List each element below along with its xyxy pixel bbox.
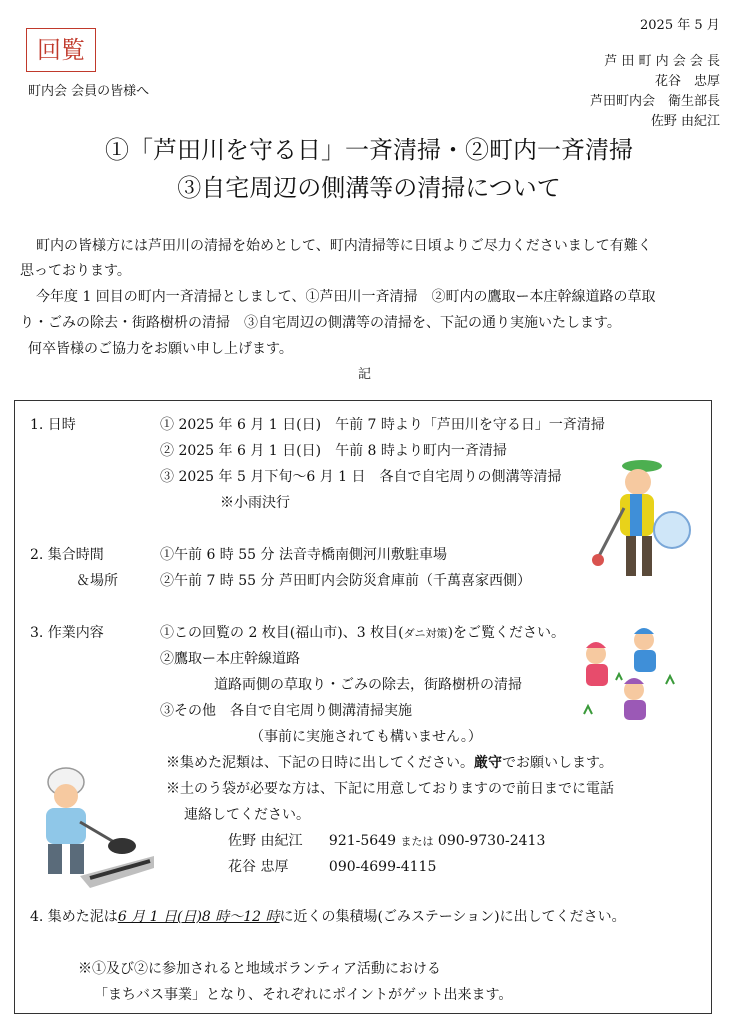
s4-time: 6 月 1 日(日)8 時～12 時 xyxy=(117,909,280,925)
s1-note: ※小雨決行 xyxy=(220,495,290,511)
footer-note-1: ※①及び②に参加されると地域ボランティア活動における xyxy=(78,961,441,977)
s3-line-6-emphasis: 厳守 xyxy=(474,755,502,771)
s3-line-1-a: ①この回覧の 2 枚目(福山市)、3 枚目( xyxy=(160,625,404,641)
s2-item-1: ①午前 6 時 55 分 法音寺橋南側河川敷駐車場 xyxy=(160,547,447,563)
ditch-cleaning-worker-icon xyxy=(30,766,154,888)
s3-line-6-c: でお願いします。 xyxy=(502,755,613,771)
body-line-3: 今年度 1 回目の町内一斉清掃としまして、①芦田川一斉清掃 ②町内の鷹取ー本庄幹線道路の草取 xyxy=(36,289,656,305)
sender-2: 花谷 忠厚 xyxy=(654,74,720,89)
contact-1-or: または xyxy=(400,835,434,848)
footer-note-2: 「まちバス事業」となり、それぞれにポイントがゲット出来ます。 xyxy=(94,987,513,1003)
issue-date: 2025 年 5 月 xyxy=(640,18,720,33)
body-line-2: 思っております。 xyxy=(20,263,131,279)
sender-3: 芦田町内会 衛生部長 xyxy=(589,94,720,109)
s1-item-3: ③ 2025 年 5 月下旬～6 月 1 日 各自で自宅周りの側溝等清掃 xyxy=(160,469,562,485)
contact-1-name: 佐野 由紀江 xyxy=(228,833,303,849)
title-line-1: ①「芦田川を守る日」一斉清掃・②町内一斉清掃 xyxy=(105,136,633,164)
contact-1 xyxy=(228,830,545,850)
s3-label: 3. 作業内容 xyxy=(30,625,104,641)
s3-line-1 xyxy=(160,622,565,642)
body-line-1: 町内の皆様方には芦田川の清掃を始めとして、町内清掃等に日頃よりご尽力くださいまして有難く xyxy=(36,238,652,254)
contact-1-tel: 921-5649 xyxy=(328,833,396,849)
s3-line-3: 道路両側の草取り・ごみの除去，街路樹枡の清掃 xyxy=(214,677,522,693)
s3-line-6-a: ※集めた泥類は、下記の日時に出してください。 xyxy=(166,755,474,771)
s3-line-7: ※土のう袋が必要な方は、下記に用意しておりますので前日までに電話 xyxy=(166,781,614,797)
s4-rest: に近くの集積場(ごみステーション)に出してください。 xyxy=(279,909,626,925)
s3-line-6 xyxy=(166,752,613,772)
s2-label-1: 2. 集合時間 xyxy=(30,547,104,563)
s3-line-1-b: )をご覧ください。 xyxy=(447,625,566,641)
s3-line-2: ②鷹取ー本庄幹線道路 xyxy=(160,651,300,667)
s1-item-2: ② 2025 年 6 月 1 日(日) 午前 8 時より町内一斉清掃 xyxy=(160,443,507,459)
body-line-4: り・ごみの除去・街路樹枡の清掃 ③自宅周辺の側溝等の清掃を、下記の通り実施いたします。 xyxy=(20,315,621,331)
contact-2-tel: 090-4699-4115 xyxy=(328,859,437,875)
s3-line-8: 連絡してください。 xyxy=(184,807,310,823)
cleanup-volunteer-icon xyxy=(588,458,696,586)
title-line-2: ③自宅周辺の側溝等の清掃について xyxy=(177,174,561,202)
weeding-children-icon xyxy=(576,624,688,724)
s2-item-2: ②午前 7 時 55 分 芦田町内会防災倉庫前（千萬喜家西側） xyxy=(160,573,531,589)
sender-1: 芦 田 町 内 会 会 長 xyxy=(604,54,720,69)
addressee: 町内会 会員の皆様へ xyxy=(28,84,150,99)
ki-mark: 記 xyxy=(358,367,372,382)
contact-2 xyxy=(228,856,436,876)
s2-label-2: ＆場所 xyxy=(76,573,118,589)
s1-item-1: ① 2025 年 6 月 1 日(日) 午前 7 時より「芦田川を守る日」一斉清掃 xyxy=(160,417,605,433)
contact-1-tel2: 090-9730-2413 xyxy=(437,833,546,849)
s1-label: 1. 日時 xyxy=(30,417,76,433)
contact-2-name: 花谷 忠厚 xyxy=(228,859,289,875)
body-line-5: 何卒皆様のご協力をお願い申し上げます。 xyxy=(28,341,293,357)
circular-stamp: 回覧 xyxy=(26,28,96,72)
s4-label: 4. 集めた泥は xyxy=(30,909,118,925)
s3-line-4: ③その他 各自で自宅周り側溝清掃実施 xyxy=(160,703,412,719)
s4-line xyxy=(30,906,626,926)
s3-line-5: （事前に実施されても構いません。） xyxy=(250,729,482,745)
s3-line-1-small: ダニ対策 xyxy=(403,627,448,640)
sender-4: 佐野 由紀江 xyxy=(650,114,720,129)
